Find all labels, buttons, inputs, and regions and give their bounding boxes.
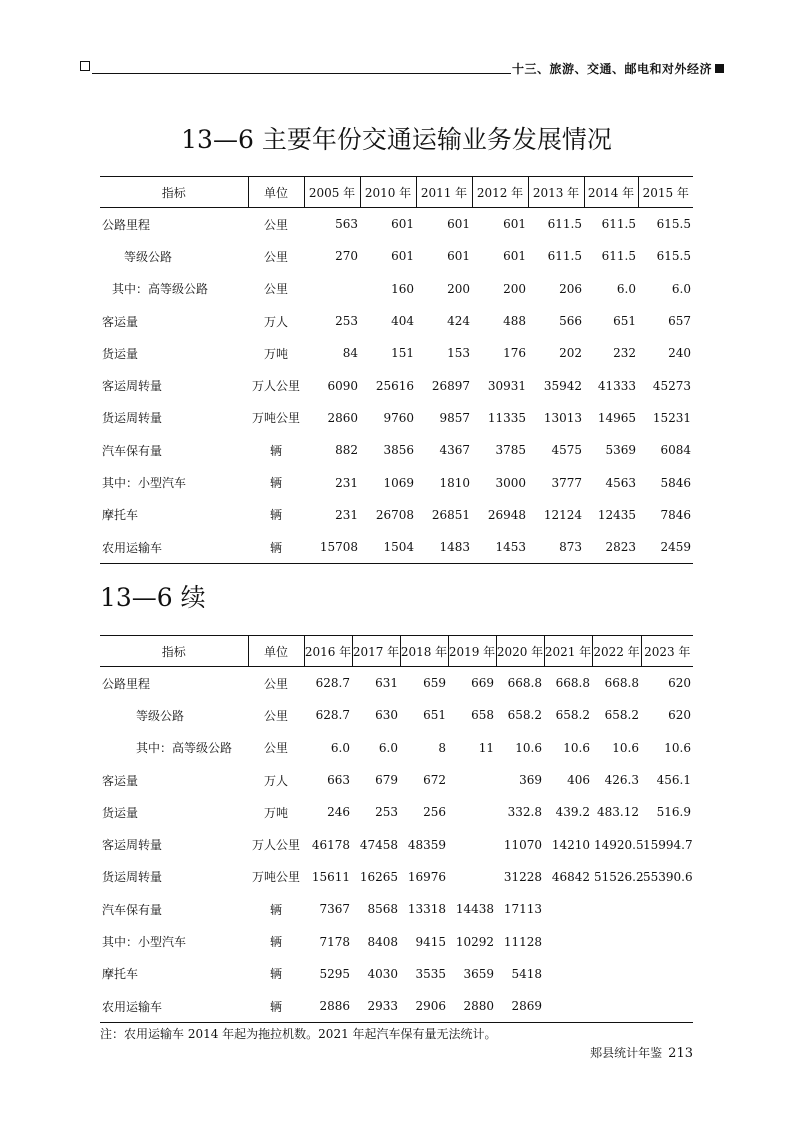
- unit-cell: 辆: [248, 990, 304, 1023]
- value-cell: 2459: [638, 531, 693, 564]
- value-cell: 11128: [503, 934, 542, 949]
- value-cell: 668.8: [604, 676, 639, 691]
- table-row: [100, 861, 693, 893]
- table-row: [100, 764, 693, 796]
- column-header: 2021 年: [544, 636, 592, 667]
- value-cell: 615.5: [656, 217, 691, 232]
- column-header: 指标: [100, 636, 248, 667]
- value-cell: 31228: [503, 869, 542, 884]
- value-cell: 13013: [543, 410, 582, 425]
- value-cell: 232: [613, 346, 636, 361]
- value-cell: 9415: [415, 934, 446, 949]
- value-cell: 14210: [551, 837, 590, 852]
- value-cell: 1504: [360, 531, 416, 564]
- value-cell: 2880: [448, 990, 496, 1023]
- value-cell: 6.0: [616, 281, 636, 296]
- value-cell: 256: [423, 805, 446, 820]
- unit-cell: 辆: [269, 935, 282, 950]
- value-cell: 658.2: [507, 708, 542, 723]
- value-cell: 45273: [652, 378, 691, 393]
- unit-cell: 辆: [269, 967, 282, 982]
- table-2016-2023: [100, 635, 693, 1023]
- page-footer: [590, 1044, 693, 1061]
- table-row: [100, 402, 693, 434]
- value-cell: 630: [375, 708, 398, 723]
- table-row: [100, 893, 693, 925]
- value-cell: 601: [447, 249, 470, 264]
- value-cell: [592, 925, 641, 957]
- page-number: 213: [668, 1046, 693, 1061]
- value-cell: 51526.2: [594, 869, 644, 884]
- value-cell: 882: [335, 443, 358, 458]
- indicator-name: 摩托车: [102, 967, 139, 982]
- indicator-name: 公路里程: [102, 676, 151, 691]
- value-cell: [544, 958, 592, 990]
- value-cell: 668.8: [507, 676, 542, 691]
- column-header: 2010 年: [360, 177, 416, 208]
- column-header: 2005 年: [304, 177, 360, 208]
- value-cell: 26851: [431, 507, 470, 522]
- value-cell: 202: [559, 346, 582, 361]
- value-cell: 456.1: [656, 773, 691, 788]
- table-row: [100, 796, 693, 828]
- value-cell: 47458: [359, 837, 398, 852]
- page-title: 13—6 主要年份交通运输业务发展情况: [181, 125, 612, 154]
- table-row: [100, 732, 693, 764]
- value-cell: 668.8: [555, 676, 590, 691]
- value-cell: 651: [613, 314, 636, 329]
- footnote: 注：农用运输车 2014 年起为拖拉机数。2021 年起汽车保有量无法统计。: [100, 1027, 497, 1041]
- value-cell: 404: [391, 314, 414, 329]
- header-rule: [92, 73, 511, 74]
- unit-cell: 辆: [248, 531, 304, 564]
- value-cell: 658: [471, 708, 494, 723]
- table-row: [100, 958, 693, 990]
- unit-cell: 万人: [263, 314, 288, 329]
- value-cell: 26897: [431, 378, 470, 393]
- value-cell: 253: [375, 805, 398, 820]
- value-cell: 873: [528, 531, 584, 564]
- value-cell: 615.5: [656, 249, 691, 264]
- column-header: 单位: [248, 177, 304, 208]
- value-cell: 7846: [660, 507, 691, 522]
- table-row: [100, 699, 693, 731]
- indicator-name: 货运量: [102, 805, 139, 820]
- table-header-row: [100, 636, 693, 667]
- header-checkbox-icon: [80, 61, 90, 71]
- value-cell: 153: [447, 346, 470, 361]
- value-cell: 14920.5: [594, 837, 644, 852]
- table-row: [100, 499, 693, 531]
- value-cell: 406: [567, 773, 590, 788]
- value-cell: 46842: [551, 869, 590, 884]
- value-cell: 628.7: [315, 708, 350, 723]
- value-cell: 6.0: [671, 281, 691, 296]
- table-row: [100, 990, 693, 1023]
- value-cell: 10292: [455, 934, 494, 949]
- value-cell: 663: [327, 773, 350, 788]
- value-cell: 17113: [503, 902, 542, 917]
- column-header: 2014 年: [584, 177, 638, 208]
- value-cell: 332.8: [507, 805, 542, 820]
- unit-cell: 公里: [263, 676, 288, 691]
- indicator-name: 货运量: [102, 346, 139, 361]
- indicator-name: 其中：小型汽车: [102, 476, 187, 491]
- table-row: [100, 531, 693, 564]
- value-cell: 611.5: [601, 217, 636, 232]
- value-cell: [448, 796, 496, 828]
- table-row: [100, 667, 693, 700]
- value-cell: 9857: [439, 410, 470, 425]
- value-cell: 41333: [597, 378, 636, 393]
- value-cell: 270: [335, 249, 358, 264]
- value-cell: 611.5: [547, 217, 582, 232]
- value-cell: 4575: [551, 443, 582, 458]
- value-cell: 611.5: [547, 249, 582, 264]
- value-cell: 3856: [383, 443, 414, 458]
- indicator-name: 客运量: [102, 773, 139, 788]
- value-cell: 46178: [311, 837, 350, 852]
- unit-cell: 万吨: [263, 346, 288, 361]
- value-cell: 6.0: [378, 740, 398, 755]
- value-cell: 566: [559, 314, 582, 329]
- black-square-icon: [715, 64, 724, 73]
- value-cell: 206: [559, 281, 582, 296]
- value-cell: 7178: [319, 934, 350, 949]
- value-cell: 669: [471, 676, 494, 691]
- table-row: [100, 305, 693, 337]
- column-header: 指标: [100, 177, 248, 208]
- indicator-name: 客运量: [102, 314, 139, 329]
- unit-cell: 万人公里: [251, 838, 300, 853]
- value-cell: 1453: [472, 531, 528, 564]
- book-title: 郏县统计年鉴: [590, 1046, 663, 1060]
- indicator-name: 货运周转量: [102, 411, 163, 426]
- value-cell: [448, 861, 496, 893]
- value-cell: 35942: [543, 378, 582, 393]
- column-header: 2020 年: [496, 636, 544, 667]
- value-cell: 14438: [455, 902, 494, 917]
- value-cell: 13318: [407, 902, 446, 917]
- value-cell: 151: [391, 346, 414, 361]
- value-cell: 10.6: [664, 740, 691, 755]
- indicator-name: 汽车保有量: [102, 443, 163, 458]
- value-cell: [304, 273, 360, 305]
- value-cell: 601: [503, 249, 526, 264]
- value-cell: 11070: [503, 837, 542, 852]
- value-cell: 5418: [511, 966, 542, 981]
- value-cell: 231: [335, 507, 358, 522]
- value-cell: [641, 958, 693, 990]
- value-cell: 10.6: [515, 740, 542, 755]
- table-row: [100, 208, 693, 241]
- indicator-name: 农用运输车: [100, 531, 248, 564]
- value-cell: [448, 764, 496, 796]
- value-cell: 10.6: [612, 740, 639, 755]
- column-header: 2013 年: [528, 177, 584, 208]
- column-header: 2017 年: [352, 636, 400, 667]
- unit-cell: 辆: [269, 443, 282, 458]
- value-cell: 601: [391, 217, 414, 232]
- value-cell: 2933: [352, 990, 400, 1023]
- table-row: [100, 337, 693, 369]
- continued-title: 13—6 续: [100, 583, 206, 612]
- column-header: 2012 年: [472, 177, 528, 208]
- column-header: 2016 年: [304, 636, 352, 667]
- value-cell: 16976: [407, 869, 446, 884]
- indicator-name: 等级公路: [124, 249, 173, 264]
- value-cell: 30931: [487, 378, 526, 393]
- value-cell: 26708: [375, 507, 414, 522]
- unit-cell: 公里: [263, 741, 288, 756]
- value-cell: 3535: [415, 966, 446, 981]
- table-row: [100, 434, 693, 466]
- table-row: [100, 925, 693, 957]
- value-cell: 426.3: [604, 773, 639, 788]
- table-2005-2015: [100, 176, 693, 564]
- column-header: 2022 年: [592, 636, 641, 667]
- unit-cell: 万人公里: [251, 379, 300, 394]
- value-cell: [641, 990, 693, 1023]
- unit-cell: 辆: [269, 476, 282, 491]
- value-cell: [592, 990, 641, 1023]
- indicator-name: 等级公路: [136, 708, 185, 723]
- value-cell: 4367: [439, 443, 470, 458]
- column-header: 2015 年: [638, 177, 693, 208]
- table-row: [100, 466, 693, 498]
- value-cell: 659: [423, 676, 446, 691]
- unit-cell: 辆: [269, 902, 282, 917]
- indicator-name: 其中：小型汽车: [102, 935, 187, 950]
- value-cell: [544, 893, 592, 925]
- value-cell: [641, 893, 693, 925]
- value-cell: 424: [447, 314, 470, 329]
- value-cell: 176: [503, 346, 526, 361]
- value-cell: 160: [391, 281, 414, 296]
- value-cell: 7367: [319, 902, 350, 917]
- value-cell: 651: [423, 708, 446, 723]
- value-cell: 48359: [407, 837, 446, 852]
- unit-cell: 辆: [269, 508, 282, 523]
- value-cell: 55390.6: [643, 869, 693, 884]
- value-cell: 1069: [383, 475, 414, 490]
- value-cell: 15611: [311, 869, 350, 884]
- unit-cell: 公里: [263, 708, 288, 723]
- indicator-name: 汽车保有量: [102, 902, 163, 917]
- value-cell: 2869: [496, 990, 544, 1023]
- table-header-row: [100, 177, 693, 208]
- value-cell: 200: [447, 281, 470, 296]
- value-cell: 2906: [400, 990, 448, 1023]
- value-cell: 601: [391, 249, 414, 264]
- value-cell: 16265: [359, 869, 398, 884]
- value-cell: 200: [503, 281, 526, 296]
- column-header: 单位: [248, 636, 304, 667]
- value-cell: 2886: [304, 990, 352, 1023]
- value-cell: 12435: [597, 507, 636, 522]
- value-cell: 15708: [304, 531, 360, 564]
- value-cell: 1483: [416, 531, 472, 564]
- table-row: [100, 828, 693, 860]
- value-cell: 658.2: [555, 708, 590, 723]
- value-cell: 516.9: [656, 805, 691, 820]
- indicator-name: 货运周转量: [102, 870, 163, 885]
- value-cell: 620: [668, 708, 691, 723]
- value-cell: 2823: [584, 531, 638, 564]
- indicator-name: 客运周转量: [102, 379, 163, 394]
- unit-cell: 万吨: [263, 805, 288, 820]
- table-row: [100, 369, 693, 401]
- column-header: 2018 年: [400, 636, 448, 667]
- value-cell: 631: [375, 676, 398, 691]
- value-cell: 1810: [439, 475, 470, 490]
- unit-cell: 万吨公里: [251, 411, 300, 426]
- value-cell: 3785: [495, 443, 526, 458]
- value-cell: 5369: [605, 443, 636, 458]
- value-cell: 240: [668, 346, 691, 361]
- value-cell: 6084: [660, 443, 691, 458]
- value-cell: 9760: [383, 410, 414, 425]
- unit-cell: 公里: [263, 217, 288, 232]
- value-cell: 11335: [487, 410, 526, 425]
- table-row: [100, 273, 693, 305]
- value-cell: 658.2: [604, 708, 639, 723]
- indicator-name: 摩托车: [102, 508, 139, 523]
- indicator-name: 农用运输车: [100, 990, 248, 1023]
- value-cell: 620: [668, 676, 691, 691]
- value-cell: 15994.7: [643, 837, 693, 852]
- value-cell: 6090: [327, 378, 358, 393]
- running-header: [512, 60, 724, 77]
- value-cell: 5295: [319, 966, 350, 981]
- table-row: [100, 240, 693, 272]
- value-cell: 14965: [597, 410, 636, 425]
- indicator-name: 客运周转量: [102, 838, 163, 853]
- column-header: 2011 年: [416, 177, 472, 208]
- indicator-name: 其中：高等级公路: [136, 741, 233, 756]
- value-cell: 8: [438, 740, 446, 755]
- value-cell: 5846: [660, 475, 691, 490]
- value-cell: 6.0: [330, 740, 350, 755]
- column-header: 2019 年: [448, 636, 496, 667]
- value-cell: [448, 828, 496, 860]
- value-cell: 8568: [367, 902, 398, 917]
- section-title: 十三、旅游、交通、邮电和对外经济: [512, 62, 713, 76]
- value-cell: 628.7: [315, 676, 350, 691]
- value-cell: 11: [478, 740, 494, 755]
- value-cell: 657: [668, 314, 691, 329]
- indicator-name: 其中：高等级公路: [112, 282, 209, 297]
- value-cell: 253: [335, 314, 358, 329]
- value-cell: 601: [503, 217, 526, 232]
- value-cell: 231: [335, 475, 358, 490]
- value-cell: 2860: [327, 410, 358, 425]
- value-cell: 672: [423, 773, 446, 788]
- value-cell: 563: [335, 217, 358, 232]
- value-cell: 84: [342, 346, 358, 361]
- value-cell: [641, 925, 693, 957]
- value-cell: 3777: [551, 475, 582, 490]
- indicator-name: 公路里程: [102, 217, 151, 232]
- value-cell: 26948: [487, 507, 526, 522]
- unit-cell: 万吨公里: [251, 870, 300, 885]
- value-cell: 488: [503, 314, 526, 329]
- value-cell: 483.12: [597, 805, 639, 820]
- value-cell: 246: [327, 805, 350, 820]
- value-cell: 3000: [495, 475, 526, 490]
- value-cell: 12124: [543, 507, 582, 522]
- value-cell: 611.5: [601, 249, 636, 264]
- value-cell: [592, 893, 641, 925]
- value-cell: [592, 958, 641, 990]
- value-cell: 8408: [367, 934, 398, 949]
- value-cell: 15231: [652, 410, 691, 425]
- unit-cell: 公里: [263, 249, 288, 264]
- value-cell: 4030: [367, 966, 398, 981]
- value-cell: [544, 925, 592, 957]
- value-cell: 10.6: [563, 740, 590, 755]
- column-header: 2023 年: [641, 636, 693, 667]
- value-cell: 369: [519, 773, 542, 788]
- value-cell: 3659: [463, 966, 494, 981]
- value-cell: 679: [375, 773, 398, 788]
- value-cell: 25616: [375, 378, 414, 393]
- unit-cell: 万人: [263, 773, 288, 788]
- value-cell: 4563: [605, 475, 636, 490]
- value-cell: [544, 990, 592, 1023]
- unit-cell: 公里: [263, 282, 288, 297]
- value-cell: 439.2: [555, 805, 590, 820]
- value-cell: 601: [447, 217, 470, 232]
